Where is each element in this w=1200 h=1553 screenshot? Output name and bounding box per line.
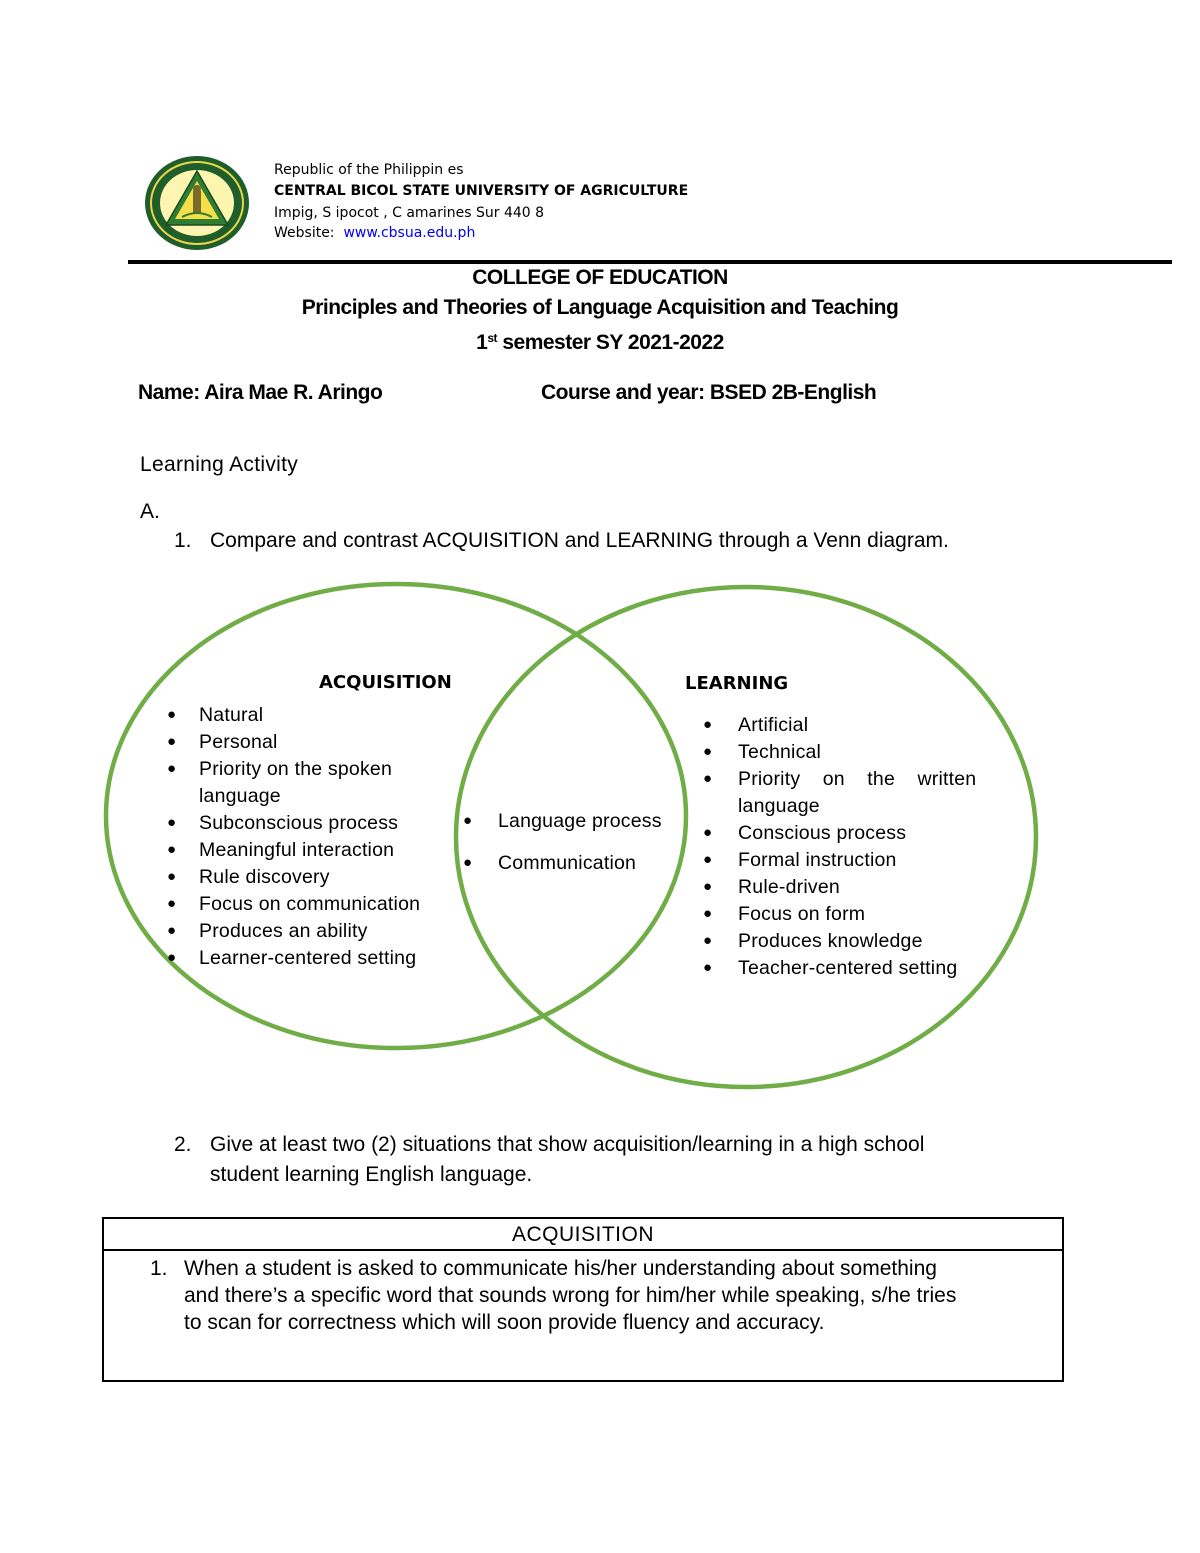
venn-acquisition-heading: ACQUISITION bbox=[319, 672, 452, 693]
website-link[interactable]: www.cbsua.edu.ph bbox=[343, 225, 476, 241]
student-name: Name: Aira Mae R. Aringo bbox=[138, 381, 383, 404]
question-2-text-line-1: Give at least two (2) situations that show acquisition/learning in a high school bbox=[210, 1133, 925, 1156]
question-2-text-line-2: student learning English language. bbox=[210, 1163, 533, 1186]
semester-suffix: st bbox=[487, 331, 498, 345]
student-course: Course and year: BSED 2B-English bbox=[541, 381, 877, 404]
semester-number: 1 bbox=[476, 331, 488, 354]
table-text-line-2: and there’s a specific word that sounds wrong for him/her while speaking, s/he tries bbox=[184, 1284, 957, 1307]
course-title: Principles and Theories of Language Acquisition and Teaching bbox=[301, 296, 899, 319]
table-header: ACQUISITION bbox=[104, 1219, 1062, 1251]
venn-learning-heading: LEARNING bbox=[685, 673, 789, 694]
section-label: A. bbox=[140, 500, 160, 523]
activity-heading: Learning Activity bbox=[140, 453, 299, 476]
table-text-line-3: to scan for correctness which will soon provide fluency and accuracy. bbox=[184, 1311, 825, 1334]
question-1-text: Compare and contrast ACQUISITION and LEARNING through a Venn diagram. bbox=[210, 529, 949, 552]
question-2-number: 2. bbox=[174, 1133, 192, 1156]
university-name: CENTRAL BICOL STATE UNIVERSITY OF AGRICULTURE bbox=[274, 183, 689, 199]
republic-text: Republic of the Philippin es bbox=[274, 162, 464, 178]
semester-text: semester SY 2021-2022 bbox=[497, 331, 724, 354]
website-label: Website: bbox=[274, 225, 335, 241]
university-address: Impig, S ipocot , C amarines Sur 440 8 bbox=[274, 205, 545, 221]
table-item-number: 1. bbox=[150, 1257, 168, 1280]
table-text-line-1: When a student is asked to communicate his/her understanding about something bbox=[184, 1257, 937, 1280]
question-1-number: 1. bbox=[174, 529, 192, 552]
acquisition-table bbox=[102, 1217, 1064, 1382]
college-title: COLLEGE OF EDUCATION bbox=[472, 266, 728, 289]
